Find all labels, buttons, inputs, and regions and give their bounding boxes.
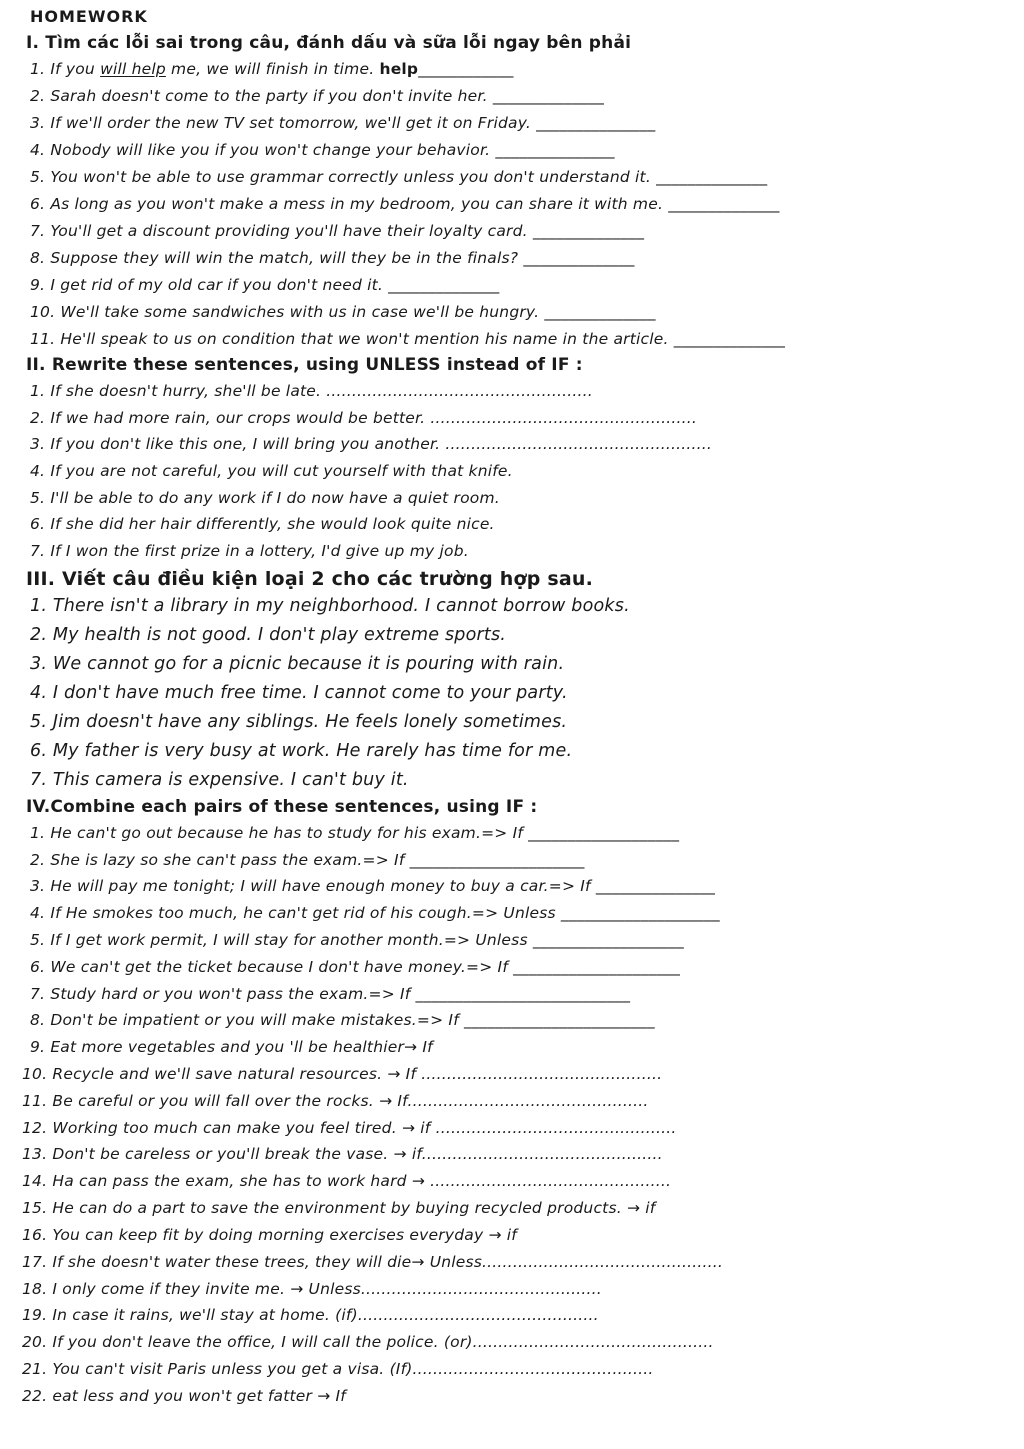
- section-4-item: 4. If He smokes too much, he can't get rid of his cough.=> Unless ____________________: [30, 904, 720, 922]
- section-4-item: 6. We can't get the ticket because I don't have money.=> If _____________________: [30, 958, 681, 976]
- section-2-item: 1. If she doesn't hurry, she'll be late. ....................................................: [30, 382, 593, 400]
- section-3-item: 3. We cannot go for a picnic because it is pouring with rain.: [30, 654, 565, 674]
- section-4-item: 15. He can do a part to save the environment by buying recycled products. → if: [22, 1199, 656, 1217]
- section-2-item: 3. If you don't like this one, I will bring you another. ....................................................: [30, 435, 713, 453]
- section-4-item: 7. Study hard or you won't pass the exam.=> If ___________________________: [30, 985, 631, 1003]
- section-1-item: 11. He'll speak to us on condition that we won't mention his name in the article. ______________: [30, 330, 786, 348]
- section-1-item: 5. You won't be able to use grammar correctly unless you don't understand it. ______________: [30, 168, 768, 186]
- section-3-item: 5. Jim doesn't have any siblings. He feels lonely sometimes.: [30, 712, 568, 732]
- item-1-error-underlined: will help: [100, 60, 166, 78]
- section-4-item: 21. You can't visit Paris unless you get a visa. (If)...............................................: [22, 1360, 654, 1378]
- section-2-item: 7. If I won the first prize in a lottery, I'd give up my job.: [30, 542, 469, 560]
- section-4-item: 14. Ha can pass the exam, she has to work hard → ...............................................: [22, 1172, 672, 1190]
- section-4-item: 20. If you don't leave the office, I will call the police. (or)...............................................: [22, 1333, 714, 1351]
- section-1-item: 4. Nobody will like you if you won't change your behavior. _______________: [30, 141, 615, 159]
- section-2-item: 2. If we had more rain, our crops would be better. ....................................................: [30, 409, 698, 427]
- section-1-item: 7. You'll get a discount providing you'll have their loyalty card. ______________: [30, 222, 645, 240]
- section-4-item: 18. I only come if they invite me. → Unless...............................................: [22, 1280, 602, 1298]
- section-4-item: 12. Working too much can make you feel tired. → if ...............................................: [22, 1119, 677, 1137]
- section-2-heading: II. Rewrite these sentences, using UNLESS instead of IF :: [26, 355, 583, 375]
- section-4-item: 1. He can't go out because he has to study for his exam.=> If ___________________: [30, 824, 680, 842]
- item-1-answer: help: [379, 60, 419, 78]
- section-4-item: 9. Eat more vegetables and you 'll be healthier→ If: [30, 1038, 433, 1056]
- section-4-item: 3. He will pay me tonight; I will have enough money to buy a car.=> If _______________: [30, 877, 716, 895]
- section-3-item: 1. There isn't a library in my neighborhood. I cannot borrow books.: [30, 596, 630, 616]
- section-1-heading: I. Tìm các lỗi sai trong câu, đánh dấu và sữa lỗi ngay bên phải: [26, 33, 632, 53]
- section-1-item-1: [30, 62, 514, 78]
- section-2-item: 4. If you are not careful, you will cut yourself with that knife.: [30, 462, 513, 480]
- section-4-heading: IV.Combine each pairs of these sentences, using IF :: [26, 797, 538, 817]
- section-4-item: 10. Recycle and we'll save natural resources. → If ...............................................: [22, 1065, 663, 1083]
- item-1-after: me, we will finish in time.: [165, 60, 380, 78]
- section-2-item: 6. If she did her hair differently, she would look quite nice.: [30, 515, 495, 533]
- section-1-item: 6. As long as you won't make a mess in my bedroom, you can share it with me. ______________: [30, 195, 780, 213]
- section-4-item: 11. Be careful or you will fall over the rocks. → If...............................................: [22, 1092, 649, 1110]
- section-4-item: 16. You can keep fit by doing morning exercises everyday → if: [22, 1226, 517, 1244]
- section-1-item: 3. If we'll order the new TV set tomorrow, we'll get it on Friday. _______________: [30, 114, 656, 132]
- section-2-item: 5. I'll be able to do any work if I do now have a quiet room.: [30, 489, 500, 507]
- section-4-item: 5. If I get work permit, I will stay for another month.=> Unless ___________________: [30, 931, 684, 949]
- page-title: HOMEWORK: [30, 7, 148, 26]
- section-1-item: 9. I get rid of my old car if you don't need it. ______________: [30, 276, 500, 294]
- item-1-blank: ____________: [418, 60, 514, 78]
- section-4-item: 13. Don't be careless or you'll break the vase. → if...............................................: [22, 1145, 663, 1163]
- section-1-item: 8. Suppose they will win the match, will they be in the finals? ______________: [30, 249, 635, 267]
- section-4-item: 19. In case it rains, we'll stay at home. (if)...............................................: [22, 1306, 599, 1324]
- section-4-item: 2. She is lazy so she can't pass the exam.=> If ______________________: [30, 851, 585, 869]
- section-4-item: 22. eat less and you won't get fatter → If: [22, 1387, 346, 1405]
- section-4-item: 17. If she doesn't water these trees, they will die→ Unless...............................................: [22, 1253, 724, 1271]
- item-1-before: 1. If you: [30, 60, 101, 78]
- section-3-item: 2. My health is not good. I don't play extreme sports.: [30, 625, 507, 645]
- section-3-item: 7. This camera is expensive. I can't buy it.: [30, 770, 409, 790]
- section-3-item: 4. I don't have much free time. I cannot come to your party.: [30, 683, 568, 703]
- section-3-item: 6. My father is very busy at work. He rarely has time for me.: [30, 741, 573, 761]
- section-1-item: 2. Sarah doesn't come to the party if you don't invite her. ______________: [30, 87, 605, 105]
- section-1-item: 10. We'll take some sandwiches with us in case we'll be hungry. ______________: [30, 303, 656, 321]
- section-3-heading: III. Viết câu điều kiện loại 2 cho các trường hợp sau.: [26, 568, 594, 590]
- section-4-item: 8. Don't be impatient or you will make mistakes.=> If ________________________: [30, 1011, 655, 1029]
